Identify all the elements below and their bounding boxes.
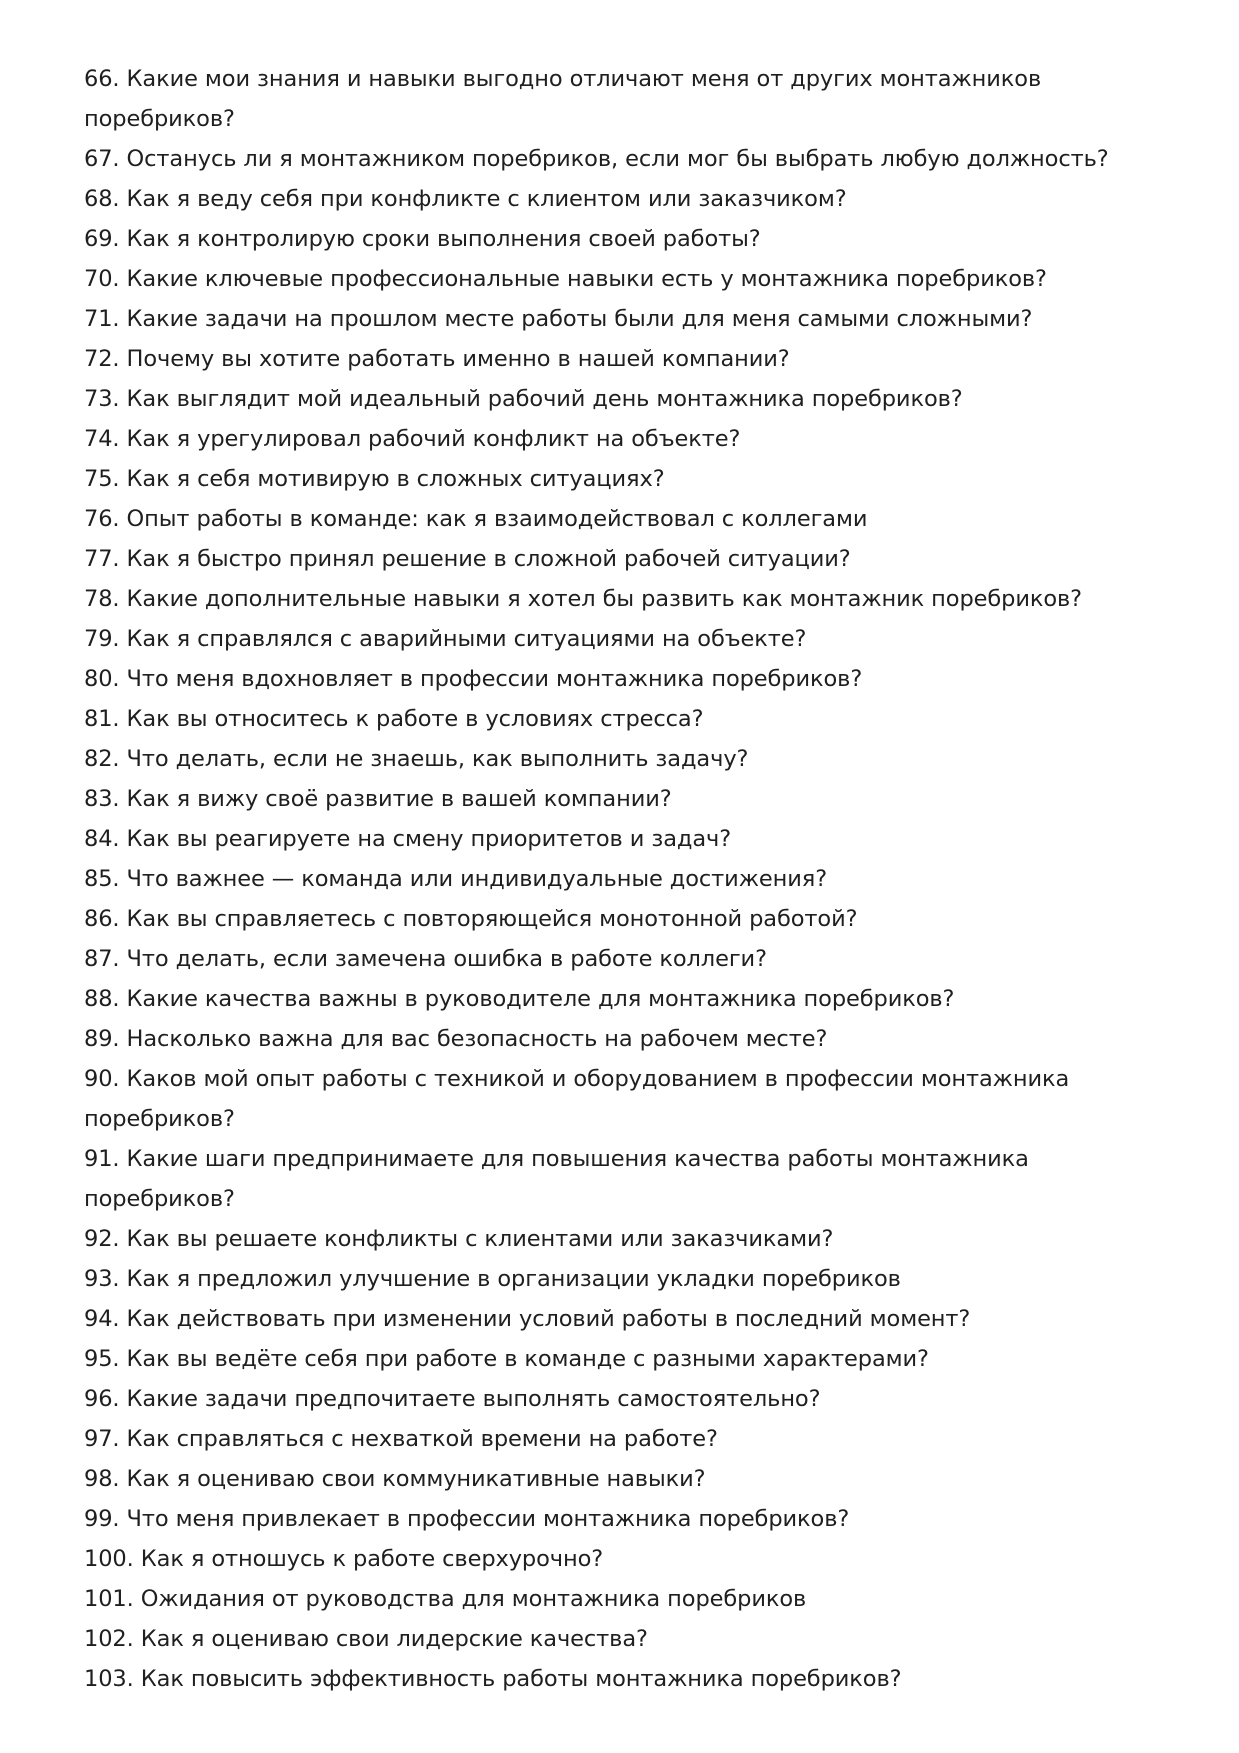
- question-text: Какие задачи на прошлом месте работы были для меня самыми сложными?: [126, 306, 1033, 332]
- question-text: Что делать, если не знаешь, как выполнить задачу?: [126, 746, 749, 772]
- question-number: 97.: [84, 1426, 120, 1452]
- question-text: Как я быстро принял решение в сложной рабочей ситуации?: [126, 546, 851, 572]
- question-item: [84, 819, 1164, 859]
- question-number: 85.: [84, 866, 120, 892]
- question-item: [84, 1019, 1164, 1059]
- question-number: 90.: [84, 1066, 120, 1092]
- question-item: [84, 619, 1164, 659]
- question-item: [84, 259, 1164, 299]
- question-item: [84, 339, 1164, 379]
- question-text: Что важнее — команда или индивидуальные достижения?: [126, 866, 828, 892]
- question-text: Опыт работы в команде: как я взаимодействовал с коллегами: [126, 506, 868, 532]
- question-item: [84, 579, 1164, 619]
- question-text: Какие дополнительные навыки я хотел бы развить как монтажник поребриков?: [126, 586, 1083, 612]
- question-text: Что делать, если замечена ошибка в работе коллеги?: [126, 946, 767, 972]
- question-item: [84, 1539, 1164, 1579]
- question-text: Как я веду себя при конфликте с клиентом или заказчиком?: [126, 186, 847, 212]
- question-number: 89.: [84, 1026, 120, 1052]
- question-text: Какие шаги предпринимаете для повышения качества работы монтажника поребриков?: [84, 1146, 1029, 1212]
- question-number: 99.: [84, 1506, 120, 1532]
- question-text: Как я оцениваю свои коммуникативные навыки?: [126, 1466, 706, 1492]
- question-number: 91.: [84, 1146, 120, 1172]
- question-item: [84, 539, 1164, 579]
- question-text: Как действовать при изменении условий работы в последний момент?: [126, 1306, 971, 1332]
- question-number: 101.: [84, 1586, 134, 1612]
- question-item: [84, 1339, 1164, 1379]
- question-text: Как повысить эффективность работы монтажника поребриков?: [140, 1666, 902, 1692]
- question-text: Какие ключевые профессиональные навыки есть у монтажника поребриков?: [126, 266, 1047, 292]
- question-text: Как я предложил улучшение в организации укладки поребриков: [126, 1266, 901, 1292]
- question-number: 72.: [84, 346, 120, 372]
- question-text: Останусь ли я монтажником поребриков, если мог бы выбрать любую должность?: [126, 146, 1109, 172]
- question-item: [84, 739, 1164, 779]
- question-number: 68.: [84, 186, 120, 212]
- question-number: 79.: [84, 626, 120, 652]
- question-text: Как я себя мотивирую в сложных ситуациях?: [126, 466, 665, 492]
- question-item: [84, 1139, 1164, 1219]
- question-item: [84, 979, 1164, 1019]
- question-text: Как вы относитесь к работе в условиях стресса?: [126, 706, 704, 732]
- question-text: Каков мой опыт работы с техникой и оборудованием в профессии монтажника поребриков?: [84, 1066, 1070, 1132]
- question-text: Насколько важна для вас безопасность на рабочем месте?: [126, 1026, 828, 1052]
- question-text: Какие задачи предпочитаете выполнять самостоятельно?: [126, 1386, 821, 1412]
- question-item: [84, 419, 1164, 459]
- question-number: 100.: [84, 1546, 134, 1572]
- question-text: Как вы справляетесь с повторяющейся монотонной работой?: [126, 906, 858, 932]
- question-text: Что меня привлекает в профессии монтажника поребриков?: [126, 1506, 850, 1532]
- question-item: [84, 899, 1164, 939]
- question-item: [84, 299, 1164, 339]
- question-item: [84, 939, 1164, 979]
- question-item: [84, 779, 1164, 819]
- question-number: 80.: [84, 666, 120, 692]
- question-text: Как я вижу своё развитие в вашей компании?: [126, 786, 672, 812]
- question-number: 71.: [84, 306, 120, 332]
- question-item: [84, 1419, 1164, 1459]
- question-number: 67.: [84, 146, 120, 172]
- question-number: 69.: [84, 226, 120, 252]
- question-text: Какие мои знания и навыки выгодно отличают меня от других монтажников поребриков?: [84, 66, 1042, 132]
- question-number: 95.: [84, 1346, 120, 1372]
- question-item: [84, 1259, 1164, 1299]
- question-list: [84, 59, 1164, 1699]
- question-number: 98.: [84, 1466, 120, 1492]
- question-item: [84, 59, 1164, 139]
- question-item: [84, 1059, 1164, 1139]
- question-item: [84, 1579, 1164, 1619]
- question-item: [84, 1379, 1164, 1419]
- question-item: [84, 219, 1164, 259]
- question-text: Как я урегулировал рабочий конфликт на объекте?: [126, 426, 741, 452]
- question-text: Как я контролирую сроки выполнения своей работы?: [126, 226, 761, 252]
- question-item: [84, 1299, 1164, 1339]
- question-item: [84, 379, 1164, 419]
- question-number: 102.: [84, 1626, 134, 1652]
- question-text: Как справляться с нехваткой времени на работе?: [126, 1426, 718, 1452]
- question-item: [84, 659, 1164, 699]
- question-number: 96.: [84, 1386, 120, 1412]
- question-text: Почему вы хотите работать именно в нашей компании?: [126, 346, 790, 372]
- question-number: 83.: [84, 786, 120, 812]
- question-text: Как вы решаете конфликты с клиентами или заказчиками?: [126, 1226, 834, 1252]
- question-text: Какие качества важны в руководителе для монтажника поребриков?: [126, 986, 955, 1012]
- question-text: Что меня вдохновляет в профессии монтажника поребриков?: [126, 666, 863, 692]
- question-number: 74.: [84, 426, 120, 452]
- question-number: 70.: [84, 266, 120, 292]
- question-number: 73.: [84, 386, 120, 412]
- question-text: Как я отношусь к работе сверхурочно?: [140, 1546, 604, 1572]
- question-text: Как выглядит мой идеальный рабочий день монтажника поребриков?: [126, 386, 963, 412]
- question-number: 78.: [84, 586, 120, 612]
- question-item: [84, 499, 1164, 539]
- question-item: [84, 859, 1164, 899]
- question-item: [84, 179, 1164, 219]
- question-item: [84, 1219, 1164, 1259]
- question-item: [84, 459, 1164, 499]
- question-number: 94.: [84, 1306, 120, 1332]
- question-number: 93.: [84, 1266, 120, 1292]
- question-item: [84, 1499, 1164, 1539]
- question-text: Как вы реагируете на смену приоритетов и задач?: [126, 826, 732, 852]
- question-item: [84, 699, 1164, 739]
- question-number: 92.: [84, 1226, 120, 1252]
- question-number: 103.: [84, 1666, 134, 1692]
- question-number: 88.: [84, 986, 120, 1012]
- question-number: 81.: [84, 706, 120, 732]
- question-text: Как вы ведёте себя при работе в команде с разными характерами?: [126, 1346, 929, 1372]
- question-number: 77.: [84, 546, 120, 572]
- question-item: [84, 1619, 1164, 1659]
- question-text: Ожидания от руководства для монтажника поребриков: [140, 1586, 807, 1612]
- question-number: 75.: [84, 466, 120, 492]
- question-text: Как я оцениваю свои лидерские качества?: [140, 1626, 648, 1652]
- question-text: Как я справлялся с аварийными ситуациями на объекте?: [126, 626, 807, 652]
- question-number: 82.: [84, 746, 120, 772]
- question-number: 84.: [84, 826, 120, 852]
- question-number: 76.: [84, 506, 120, 532]
- question-number: 87.: [84, 946, 120, 972]
- question-item: [84, 139, 1164, 179]
- question-number: 66.: [84, 66, 120, 92]
- question-item: [84, 1459, 1164, 1499]
- question-number: 86.: [84, 906, 120, 932]
- question-item: [84, 1659, 1164, 1699]
